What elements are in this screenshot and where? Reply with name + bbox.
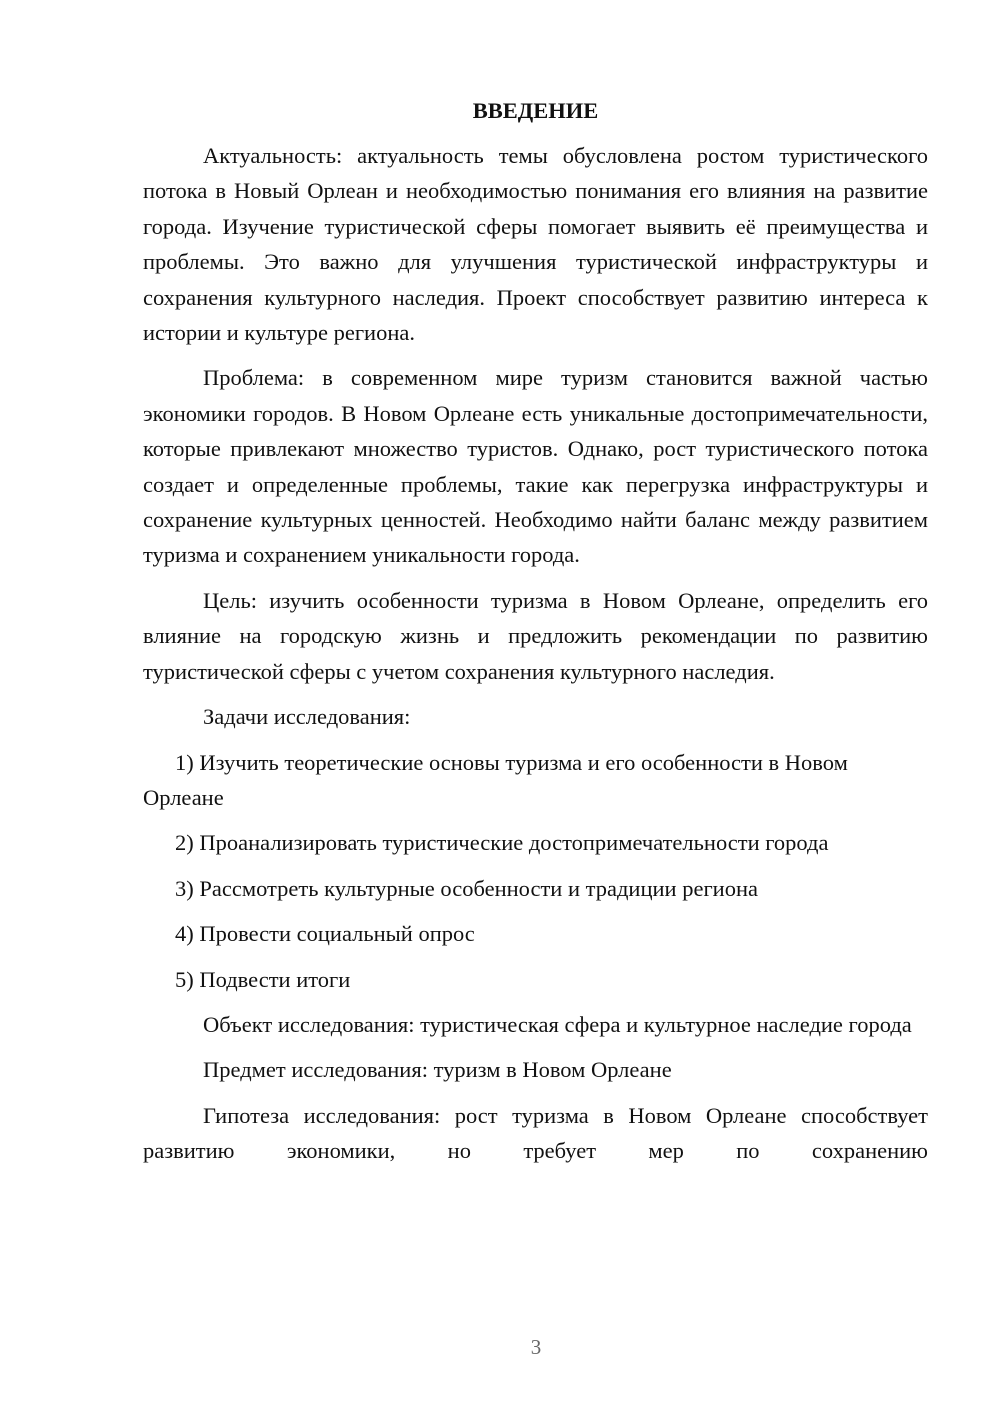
goal-paragraph: Цель: изучить особенности туризма в Новом Орлеане, определить его влияние на городскую жизнь и предложить рекомендации по развитию туристической сферы с учетом сохранения культурного наследия. — [143, 587, 928, 684]
page-content — [143, 94, 928, 1179]
task-item-1: 1) Изучить теоретические основы туризма и его особенности в Новом Орлеане — [143, 749, 848, 810]
tasks-heading: Задачи исследования: — [203, 704, 411, 730]
task-item-3: 3) Рассмотреть культурные особенности и традиции региона — [175, 875, 759, 901]
problem-paragraph: Проблема: в современном мире туризм становится важной частью экономики городов. В Новом Орлеане есть уникальные достопримечательности, которые привлекают множество туристов. Однако, рост туристического потока создает и определенные проблемы, такие как перегрузка инфраструктуры и сохранение культурных ценностей. Необходимо найти баланс между развитием туризма и сохранением уникальности города. — [143, 365, 928, 568]
task-item-5: 5) Подвести итоги — [175, 966, 351, 992]
task-item-2: 2) Проанализировать туристические достопримечательности города — [175, 830, 829, 856]
page-number: 3 — [530, 1335, 542, 1359]
subject-paragraph: Предмет исследования: туризм в Новом Орлеане — [203, 1057, 672, 1083]
task-item-4: 4) Провести социальный опрос — [175, 921, 475, 947]
section-title: ВВЕДЕНИЕ — [472, 98, 599, 123]
object-paragraph: Объект исследования: туристическая сфера и культурное наследие города — [203, 1011, 912, 1037]
relevance-paragraph: Актуальность: актуальность темы обусловлена ростом туристического потока в Новый Орлеан и необходимостью понимания его влияния на развитие города. Изучение туристической сферы помогает выявить её преимущества и проблемы. Это важно для улучшения туристической инфраструктуры и сохранения культурного наследия. Проект способствует развитию интереса к истории и культуре региона. — [143, 143, 928, 346]
hypothesis-paragraph: Гипотеза исследования: рост туризма в Новом Орлеане способствует развитию экономики, но требует мер по сохранению — [143, 1102, 928, 1164]
